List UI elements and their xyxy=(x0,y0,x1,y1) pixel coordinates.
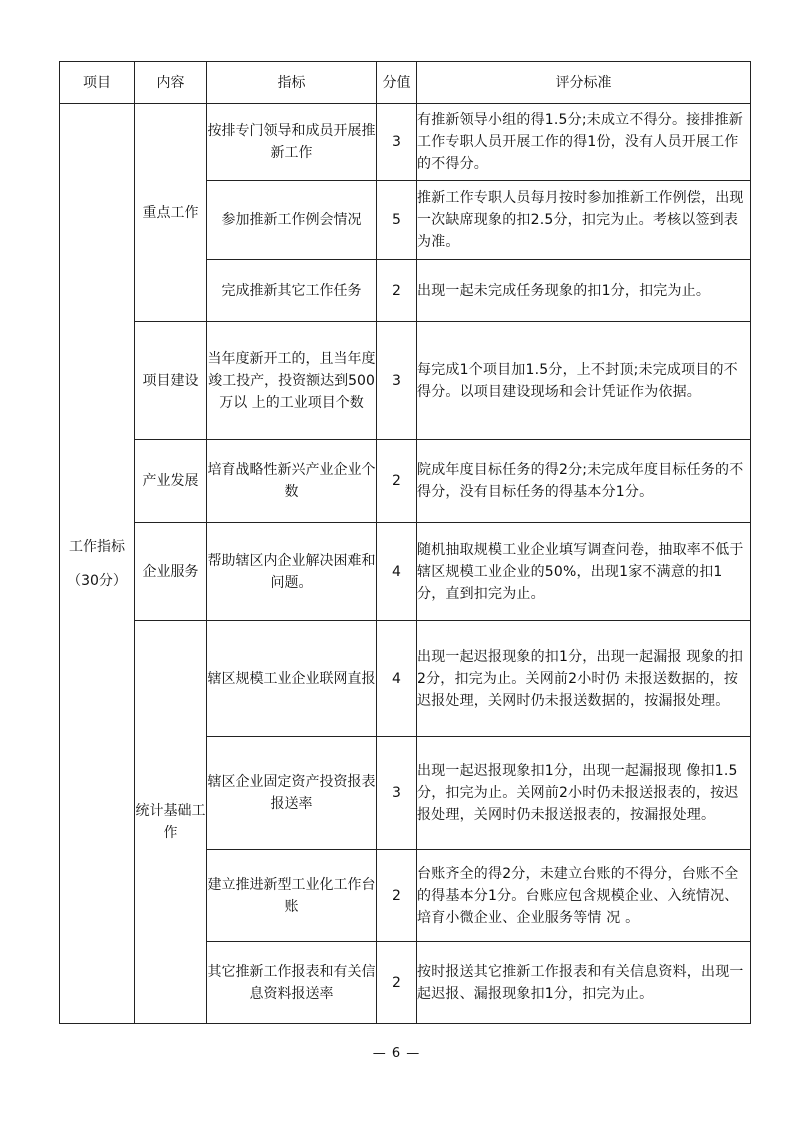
score-cell: 2 xyxy=(377,850,417,942)
score-cell: 2 xyxy=(377,260,417,322)
score-cell: 5 xyxy=(377,181,417,260)
indicator-cell: 辖区企业固定资产投资报表报送率 xyxy=(207,737,377,850)
criteria-cell: 随机抽取规模工业企业填写调查问卷，抽取率不低于辖区规模工业企业的50%，出现1家不满意的扣1分，直到扣完为止。 xyxy=(417,523,751,621)
scoring-table xyxy=(59,61,751,1024)
criteria-cell: 按时报送其它推新工作报表和有关信息资料，出现一起迟报、漏报现象扣1分，扣完为止。 xyxy=(417,942,751,1024)
criteria-cell: 台账齐全的得2分，未建立台账的不得分，台账不全的得基本分1分。台账应包含规模企业、入统情况、培育小微企业、企业服务等情 况 。 xyxy=(417,850,751,942)
criteria-cell: 院成年度目标任务的得2分;未完成年度目标任务的不得分，没有目标任务的得基本分1分。 xyxy=(417,440,751,523)
score-cell: 3 xyxy=(377,104,417,181)
score-cell: 2 xyxy=(377,942,417,1024)
score-cell: 3 xyxy=(377,737,417,850)
criteria-cell: 每完成1个项目加1.5分，上不封顶;未完成项目的不得分。以项目建设现场和会计凭证作为依据。 xyxy=(417,322,751,440)
content-cell: 统计基础工作 xyxy=(135,621,207,1024)
score-cell: 2 xyxy=(377,440,417,523)
header-criteria: 评分标准 xyxy=(417,62,751,104)
indicator-cell: 当年度新开工的，且当年度竣工投产，投资额达到500万以 上的工业项目个数 xyxy=(207,322,377,440)
header-project: 项目 xyxy=(60,62,135,104)
page-number: — 6 — xyxy=(372,1046,421,1061)
table-row xyxy=(60,523,751,621)
criteria-cell: 出现一起未完成任务现象的扣1分，扣完为止。 xyxy=(417,260,751,322)
score-cell: 4 xyxy=(377,621,417,737)
criteria-cell: 有推新领导小组的得1.5分;未成立不得分。接排推新工作专职人员开展工作的得1份，没有人员开展工作的不得分。 xyxy=(417,104,751,181)
header-score: 分值 xyxy=(377,62,417,104)
indicator-cell: 培育战略性新兴产业企业个数 xyxy=(207,440,377,523)
header-row xyxy=(60,62,751,104)
table-row xyxy=(60,621,751,737)
indicator-cell: 帮助辖区内企业解决困难和问题。 xyxy=(207,523,377,621)
criteria-cell: 出现一起迟报现象的扣1分，出现一起漏报 现象的扣2分，扣完为止。关网前2小时仍 未报送数据的，按迟报处理，关网时仍未报送数据的，按漏报处理。 xyxy=(417,621,751,737)
content-cell: 产业发展 xyxy=(135,440,207,523)
criteria-cell: 出现一起迟报现象扣1分，出现一起漏报现 像扣1.5分，扣完为止。关网前2小时仍未报送报表的，按迟报处理，关网时仍未报送报表的，按漏报处理。 xyxy=(417,737,751,850)
project-cell xyxy=(60,104,135,1024)
project-points: （30分） xyxy=(67,572,127,589)
score-cell: 3 xyxy=(377,322,417,440)
content-cell: 企业服务 xyxy=(135,523,207,621)
indicator-cell: 按排专门领导和成员开展推新工作 xyxy=(207,104,377,181)
indicator-cell: 其它推新工作报表和有关信 息资料报送率 xyxy=(207,942,377,1024)
table-row xyxy=(60,322,751,440)
table-row xyxy=(60,440,751,523)
content-cell: 重点工作 xyxy=(135,104,207,322)
criteria-cell: 推新工作专职人员每月按时参加推新工作例偿，出现一次缺席现象的扣2.5分，扣完为止。考核以签到表为准。 xyxy=(417,181,751,260)
header-indicator: 指标 xyxy=(207,62,377,104)
score-cell: 4 xyxy=(377,523,417,621)
header-content: 内容 xyxy=(135,62,207,104)
indicator-cell: 完成推新其它工作任务 xyxy=(207,260,377,322)
indicator-cell: 参加推新工作例会情况 xyxy=(207,181,377,260)
indicator-cell: 建立推进新型工业化工作台账 xyxy=(207,850,377,942)
project-name: 工作指标 xyxy=(69,538,125,555)
content-cell: 项目建设 xyxy=(135,322,207,440)
indicator-cell: 辖区规模工业企业联网直报 xyxy=(207,621,377,737)
table-row xyxy=(60,104,751,181)
